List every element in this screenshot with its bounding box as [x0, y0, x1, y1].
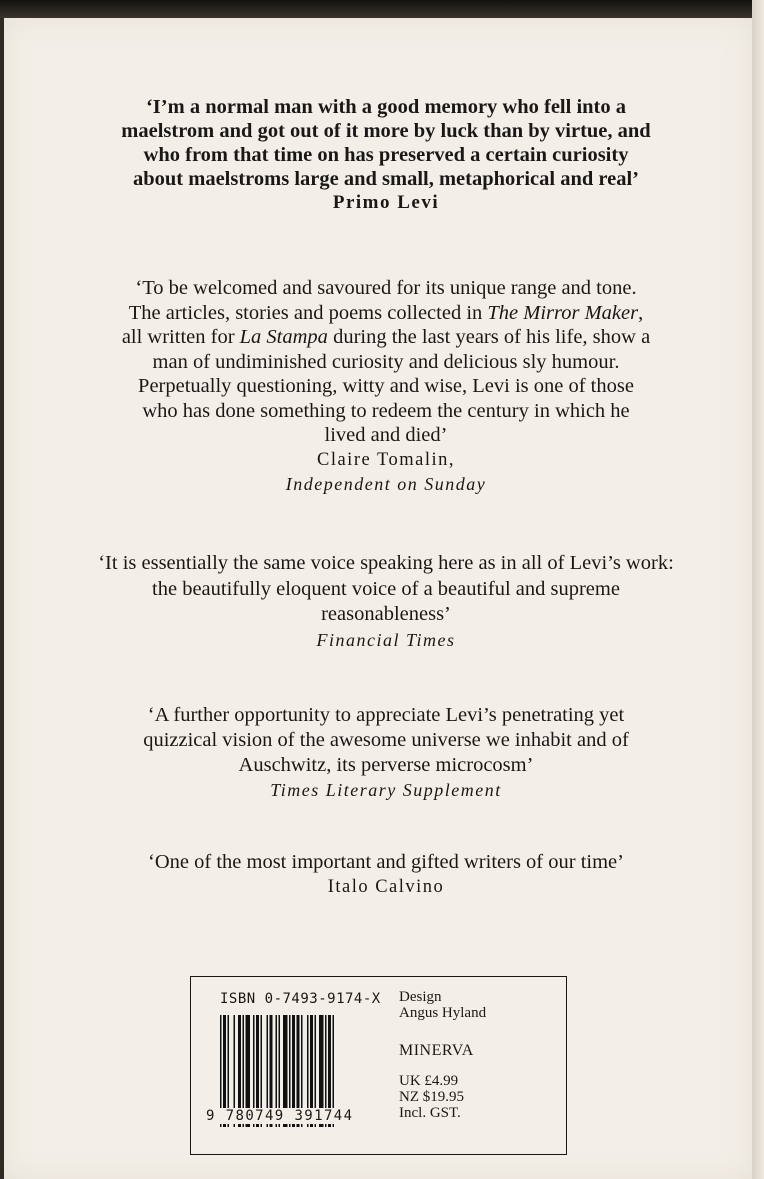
barcode-digits: 9 780749 391744 [206, 1108, 354, 1124]
quote-source: Times Literary Supplement [270, 780, 502, 800]
page-top-edge [0, 0, 764, 18]
quote-line: ‘It is essentially the same voice speaking here as in all of Levi’s work: [98, 552, 674, 574]
quote-line: ‘One of the most important and gifted writers of our time’ [148, 851, 624, 873]
back-cover [4, 18, 752, 1179]
quote-title: La Stampa [239, 326, 328, 348]
quote-italo-calvino [4, 850, 764, 900]
quote-line: man of undiminished curiosity and delicious sly humour. [152, 350, 620, 373]
quote-line: Auschwitz, its perverse microcosm’ [238, 754, 534, 776]
quote-line: ‘To be welcomed and savoured for its unique range and tone. [135, 277, 637, 299]
quote-line: Perpetually questioning, witty and wise, Levi is one of those [138, 375, 634, 397]
quote-line: lived and died’ [324, 424, 448, 446]
quote-author: Primo Levi [332, 192, 440, 213]
quote-line: maelstrom and got out of it more by luck than by virtue, and [121, 120, 651, 142]
quote-line: reasonableness’ [321, 603, 451, 625]
quote-tls [4, 703, 764, 803]
quote-line: quizzical vision of the awesome universe we inhabit and of [143, 729, 629, 751]
price-uk: UK £4.99 [399, 1073, 459, 1089]
quote-line: who has done something to redeem the century in which he [142, 399, 630, 422]
publisher-name: MINERVA [399, 1042, 474, 1059]
credits-column [399, 989, 486, 1121]
quote-author: Claire Tomalin, [316, 449, 455, 470]
quote-claire-tomalin [4, 276, 764, 497]
quote-line: all written for La Stampa during the last years of his life, show a [121, 326, 651, 348]
quote-source: Independent on Sunday [285, 474, 487, 494]
quote-source: Financial Times [316, 629, 456, 650]
page-right-edge [752, 0, 764, 1179]
quote-financial-times [4, 551, 764, 653]
quote-line: ‘A further opportunity to appreciate Levi’s penetrating yet [147, 704, 625, 726]
quote-line: The articles, stories and poems collected in The Mirror Maker, [128, 301, 644, 324]
quote-primo-levi [4, 95, 764, 215]
price-nz: NZ $19.95 [399, 1089, 464, 1105]
tax-note: Incl. GST. [399, 1105, 461, 1121]
designer-name: Angus Hyland [399, 1005, 487, 1021]
quote-line: ‘I’m a normal man with a good memory who fell into a [145, 96, 626, 118]
isbn-number: ISBN 0-7493-9174-X [220, 991, 381, 1007]
quote-author: Italo Calvino [327, 877, 445, 897]
quote-line: about maelstroms large and small, metaphorical and real’ [132, 168, 640, 190]
barcode-panel [190, 976, 567, 1155]
quote-line: the beautifully eloquent voice of a beautiful and supreme [152, 577, 620, 600]
quote-line: who from that time on has preserved a certain curiosity [143, 144, 629, 166]
design-label: Design [399, 989, 442, 1005]
quote-title: The Mirror Maker [487, 301, 639, 324]
